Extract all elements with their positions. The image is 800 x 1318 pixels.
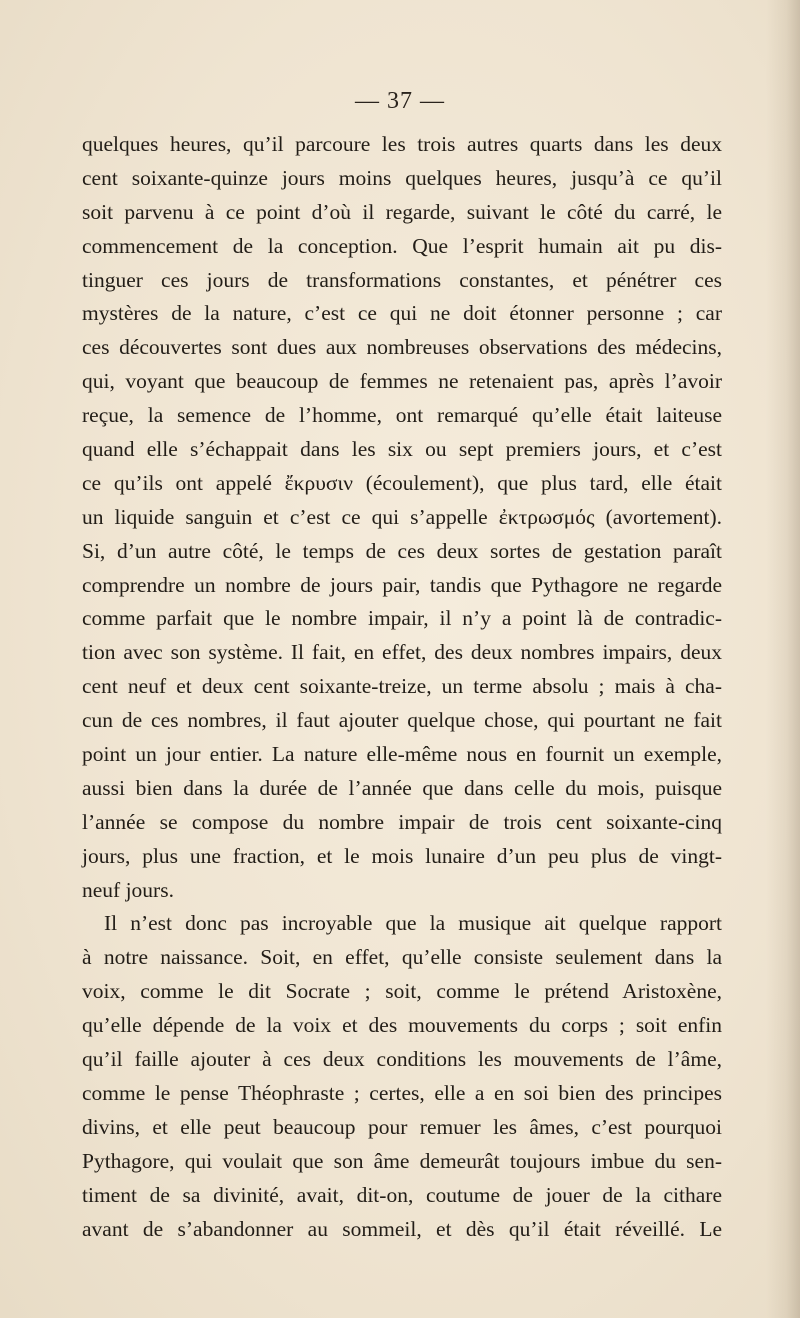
body-text <box>82 128 722 1246</box>
text-line: à notre naissance. Soit, en effet, qu’elle consiste seulement dans la <box>82 945 722 970</box>
text-line: ce qu’ils ont appelé ἔκρυσιν (écoulement), que plus tard, elle était <box>82 470 722 495</box>
text-line: qu’elle dépende de la voix et des mouvements du corps ; soit enfin <box>82 1013 722 1038</box>
text-line: cent neuf et deux cent soixante-treize, un terme absolu ; mais à cha- <box>82 674 722 699</box>
text-line: divins, et elle peut beaucoup pour remuer les âmes, c’est pourquoi <box>82 1114 722 1139</box>
text-line: cent soixante-quinze jours moins quelques heures, jusqu’à ce qu’il <box>82 165 722 190</box>
text-line: point un jour entier. La nature elle-même nous en fournit un exemple, <box>82 742 722 767</box>
text-line: tinguer ces jours de transformations constantes, et pénétrer ces <box>82 267 722 292</box>
text-line: quand elle s’échappait dans les six ou sept premiers jours, et c’est <box>82 437 722 462</box>
text-line: aussi bien dans la durée de l’année que dans celle du mois, puisque <box>82 775 722 800</box>
text-line: mystères de la nature, c’est ce qui ne doit étonner personne ; car <box>82 301 722 326</box>
text-line: tion avec son système. Il fait, en effet, des deux nombres impairs, deux <box>82 640 722 665</box>
text-line: quelques heures, qu’il parcoure les trois autres quarts dans les deux <box>82 132 722 156</box>
text-line: reçue, la semence de l’homme, ont remarqué qu’elle était laiteuse <box>82 403 722 428</box>
text-line: un liquide sanguin et c’est ce qui s’appelle ἐκτρωσμός (avortement). <box>82 504 722 529</box>
text-line: Si, d’un autre côté, le temps de ces deux sortes de gestation paraît <box>82 538 722 563</box>
text-line: cun de ces nombres, il faut ajouter quelque chose, qui pourtant ne fait <box>82 708 722 733</box>
text-line: jours, plus une fraction, et le mois lunaire d’un peu plus de vingt- <box>82 843 722 868</box>
text-line: timent de sa divinité, avait, dit-on, coutume de jouer de la cithare <box>82 1182 722 1207</box>
text-line: comprendre un nombre de jours pair, tandis que Pythagore ne regarde <box>82 572 722 597</box>
text-line: comme le pense Théophraste ; certes, elle a en soi bien des principes <box>82 1080 722 1105</box>
text-line: Pythagore, qui voulait que son âme demeurât toujours imbue du sen- <box>82 1148 722 1173</box>
text-line: qu’il faille ajouter à ces deux conditions les mouvements de l’âme, <box>82 1047 722 1072</box>
text-line: ces découvertes sont dues aux nombreuses observations des médecins, <box>82 335 722 360</box>
text-line: avant de s’abandonner au sommeil, et dès qu’il était réveillé. Le <box>82 1216 722 1241</box>
page-edge-shadow <box>766 0 800 1318</box>
text-line: commencement de la conception. Que l’esprit humain ait pu dis- <box>82 233 722 258</box>
text-line: neuf jours. <box>82 877 174 902</box>
text-line: voix, comme le dit Socrate ; soit, comme le prétend Aristoxène, <box>82 979 722 1004</box>
page-number: — 37 — <box>355 88 445 114</box>
text-line: Il n’est donc pas incroyable que la musique ait quelque rapport <box>104 911 722 936</box>
text-line: soit parvenu à ce point d’où il regarde, suivant le côté du carré, le <box>82 199 722 224</box>
text-line: qui, voyant que beaucoup de femmes ne retenaient pas, après l’avoir <box>82 369 722 394</box>
text-line: l’année se compose du nombre impair de trois cent soixante-cinq <box>82 809 722 834</box>
text-line: comme parfait que le nombre impair, il n’y a point là de contradic- <box>82 606 722 631</box>
